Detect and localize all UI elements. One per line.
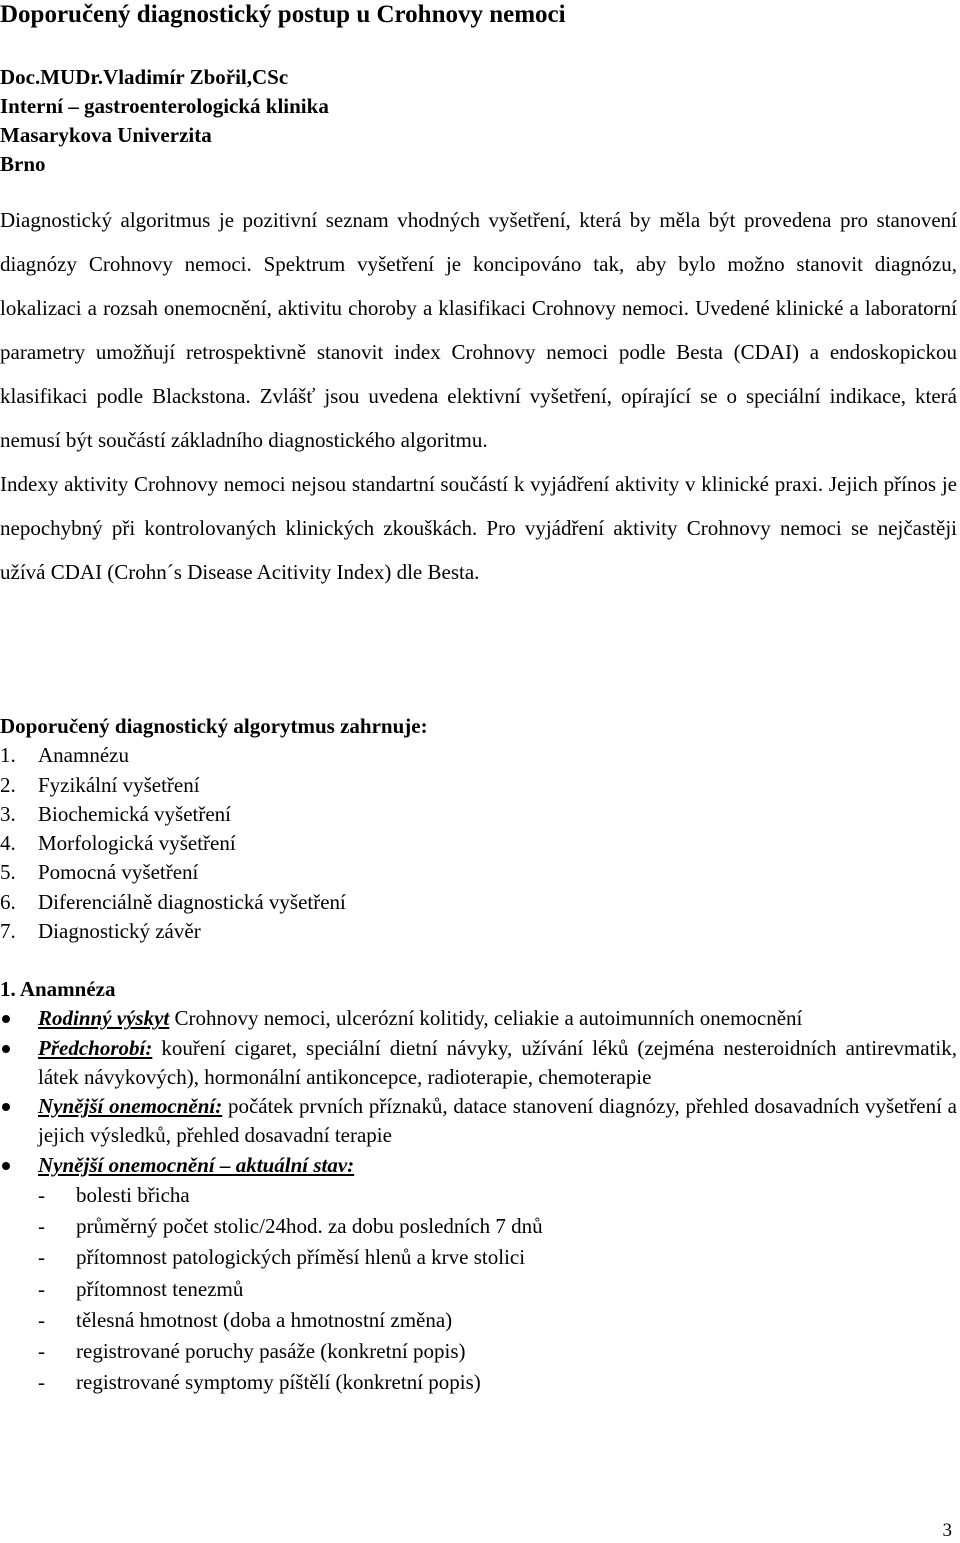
- bullet-text: Crohnovy nemoci, ulcerózní kolitidy, celiakie a autoimunních onemocnění: [169, 1006, 803, 1031]
- dash-marker: -: [38, 1339, 45, 1364]
- bullet-lead: Nynější onemocnění:: [38, 1094, 223, 1119]
- current-state-text: průměrný počet stolic/24hod. za dobu posledních 7 dnů: [76, 1214, 543, 1239]
- item-number: 4.: [0, 831, 16, 856]
- algorithm-item: [0, 888, 428, 917]
- algorithm-section: [0, 712, 428, 946]
- item-number: 5.: [0, 860, 16, 885]
- item-number: 7.: [0, 919, 16, 944]
- item-label: Morfologická vyšetření: [38, 831, 236, 856]
- paragraph-indexes: Indexy aktivity Crohnovy nemoci nejsou standartní součástí k vyjádření aktivity v klinické praxi. Jejich přínos je nepochybný při kontrolovaných klinických zkouškách. Pro vyjádření aktivity Crohnovy nemoci se nejčastěji užívá CDAI (Crohn´s Disease Acitivity Index) dle Besta.: [0, 472, 957, 584]
- author-city: Brno: [0, 152, 46, 176]
- bullet-text: počátek prvních příznaků, datace stanovení diagnózy, přehled dosavadních vyšetření a jejich výsledků, přehled dosavadní terapie: [38, 1094, 957, 1148]
- item-label: Diferenciálně diagnostická vyšetření: [38, 889, 346, 914]
- item-label: Fyzikální vyšetření: [38, 772, 200, 797]
- current-state-item: [0, 1305, 957, 1336]
- item-number: 6.: [0, 889, 16, 914]
- current-state-item: [0, 1367, 957, 1398]
- anamnesis-bullet: [0, 1151, 957, 1180]
- current-state-text: registrované symptomy píštělí (konkretní popis): [76, 1370, 481, 1395]
- anamnesis-bullet: [0, 1004, 957, 1033]
- item-label: Pomocná vyšetření: [38, 860, 199, 885]
- current-state-item: [0, 1180, 957, 1211]
- current-state-item: [0, 1211, 957, 1242]
- author-block: [0, 63, 329, 179]
- dash-marker: -: [38, 1214, 45, 1239]
- dash-marker: -: [38, 1370, 45, 1395]
- algorithm-item: [0, 917, 428, 946]
- algorithm-item: [0, 858, 428, 887]
- dash-marker: -: [38, 1183, 45, 1208]
- author-department: Interní – gastroenterologická klinika: [0, 94, 329, 118]
- item-number: 1.: [0, 743, 16, 768]
- current-state-item: [0, 1336, 957, 1367]
- bullet-lead: Nynější onemocnění – aktuální stav:: [38, 1152, 355, 1177]
- current-state-text: přítomnost patologických příměsí hlenů a krve stolici: [76, 1245, 526, 1270]
- item-number: 3.: [0, 801, 16, 826]
- author-name: Doc.MUDr.Vladimír Zbořil,CSc: [0, 65, 289, 89]
- anamnesis-bullet: [0, 1092, 957, 1151]
- current-state-text: tělesná hmotnost (doba a hmotnostní změna): [76, 1307, 453, 1332]
- current-state-text: bolesti břicha: [76, 1183, 190, 1208]
- algorithm-item: [0, 800, 428, 829]
- current-state-item: [0, 1274, 957, 1305]
- item-label: Anamnézu: [38, 743, 129, 768]
- algorithm-heading: Doporučený diagnostický algorytmus zahrnuje:: [0, 714, 428, 738]
- bullet-text: kouření cigaret, speciální dietní návyky, užívání léků (zejména nesteroidních antirevmatik, látek návykových), hormonální antikoncepce, radioterapie, chemoterapie: [38, 1035, 957, 1089]
- algorithm-item: [0, 741, 428, 770]
- algorithm-item: [0, 829, 428, 858]
- anamnesis-section: [0, 975, 957, 1399]
- current-state-item: [0, 1242, 957, 1273]
- dash-marker: -: [38, 1276, 45, 1301]
- paragraph-intro: Diagnostický algoritmus je pozitivní seznam vhodných vyšetření, která by měla být provedena pro stanovení diagnózy Crohnovy nemoci. Spektrum vyšetření je koncipováno tak, aby bylo možno stanovit diagnózu, lokalizaci a rozsah onemocnění, aktivitu choroby a klasifikaci Crohnovy nemoci. Uvedené klinické a laboratorní parametry umožňují retrospektivně stanovit index Crohnovy nemoci podle Besta (CDAI) a endoskopickou klasifikaci podle Blackstona. Zvlášť jsou uvedena elektivní vyšetření, opírající se o speciální indikace, která nemusí být součástí základního diagnostického algoritmu.: [0, 208, 957, 452]
- anamnesis-heading: 1. Anamnéza: [0, 977, 116, 1001]
- current-state-text: přítomnost tenezmů: [76, 1276, 244, 1301]
- item-label: Diagnostický závěr: [38, 919, 201, 944]
- dash-marker: -: [38, 1245, 45, 1270]
- bullet-lead: Rodinný výskyt: [38, 1006, 170, 1031]
- bullet-lead: Předchorobí:: [38, 1035, 153, 1060]
- dash-marker: -: [38, 1307, 45, 1332]
- item-number: 2.: [0, 772, 16, 797]
- page-number: 3: [942, 1520, 952, 1541]
- current-state-text: registrované poruchy pasáže (konkretní popis): [76, 1339, 466, 1364]
- author-university: Masarykova Univerzita: [0, 123, 212, 147]
- item-label: Biochemická vyšetření: [38, 801, 232, 826]
- algorithm-item: [0, 771, 428, 800]
- body-text: [0, 198, 957, 594]
- anamnesis-bullet: [0, 1034, 957, 1093]
- document-title: Doporučený diagnostický postup u Crohnovy nemoci: [0, 1, 566, 28]
